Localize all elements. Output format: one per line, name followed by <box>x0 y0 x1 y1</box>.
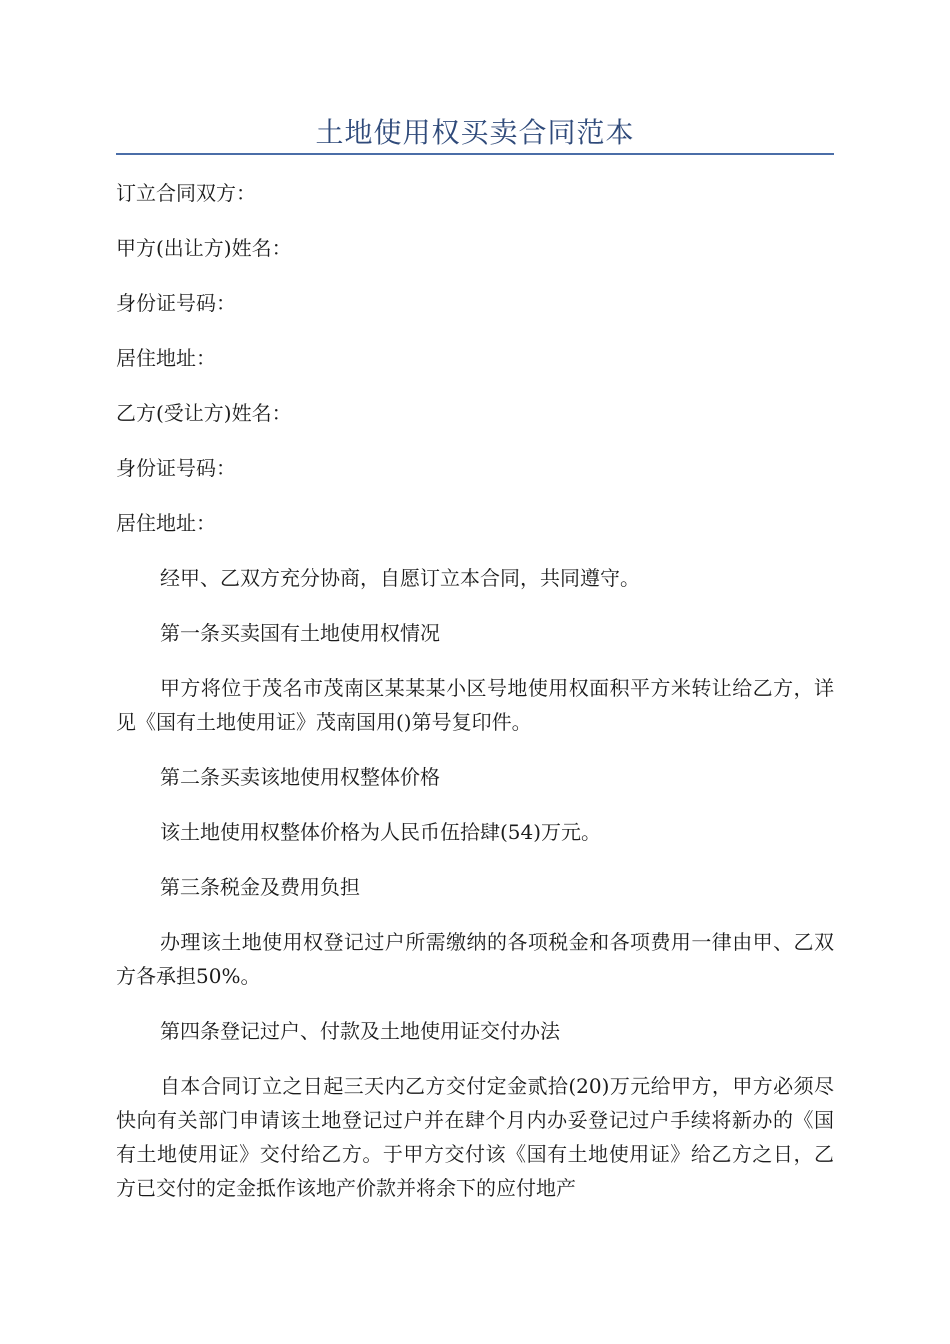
paragraph-party-b-address: 居住地址： <box>116 511 216 535</box>
document-title: 土地使用权买卖合同范本 <box>315 116 635 149</box>
article-2-body: 该土地使用权整体价格为人民币伍拾肆(54)万元。 <box>160 820 602 844</box>
article-1-body: 甲方将位于茂名市茂南区某某某小区号地使用权面积平方米转让给乙方，详见《国有土地使用证》茂南国用()第号复印件。 <box>116 676 834 734</box>
paragraph-contract-parties: 订立合同双方： <box>116 181 256 205</box>
paragraph-party-a-id: 身份证号码： <box>116 291 236 315</box>
paragraph-party-b-id: 身份证号码： <box>116 456 236 480</box>
paragraph-party-a-address: 居住地址： <box>116 346 216 370</box>
article-4-heading: 第四条登记过户、付款及土地使用证交付办法 <box>160 1019 560 1043</box>
document-body <box>116 176 834 1226</box>
title-underline <box>116 153 834 155</box>
article-3-heading: 第三条税金及费用负担 <box>160 875 360 899</box>
article-4-body: 自本合同订立之日起三天内乙方交付定金贰拾(20)万元给甲方，甲方必须尽快向有关部门申请该土地登记过户并在肆个月内办妥登记过户手续将新办的《国有土地使用证》交付给乙方。于甲方交付该《国有土地使用证》给乙方之日，乙方已交付的定金抵作该地产价款并将余下的应付地产 <box>116 1074 834 1200</box>
paragraph-party-a-name: 甲方(出让方)姓名： <box>116 236 292 260</box>
article-2-heading: 第二条买卖该地使用权整体价格 <box>160 765 440 789</box>
paragraph-agreement-intro: 经甲、乙双方充分协商，自愿订立本合同，共同遵守。 <box>160 566 640 590</box>
article-1-heading: 第一条买卖国有土地使用权情况 <box>160 621 440 645</box>
article-3-body: 办理该土地使用权登记过户所需缴纳的各项税金和各项费用一律由甲、乙双方各承担50%。 <box>116 930 834 988</box>
paragraph-party-b-name: 乙方(受让方)姓名： <box>116 401 292 425</box>
